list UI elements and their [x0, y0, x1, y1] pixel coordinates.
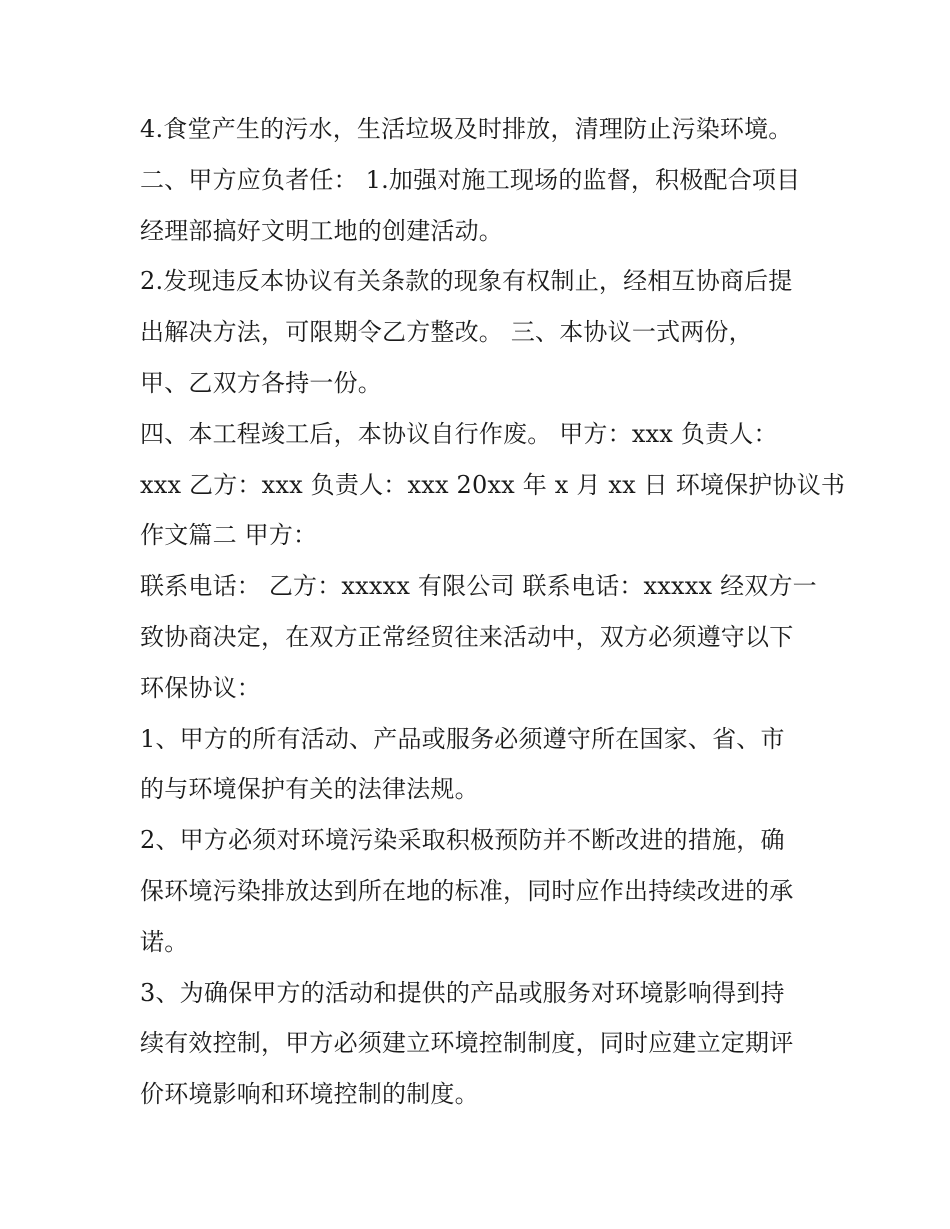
text-line: 诺。 — [140, 927, 189, 956]
text-line: 的与环境保护有关的法律法规。 — [140, 775, 479, 804]
text-line: 4.食堂产生的污水，生活垃圾及时排放，清理防止污染环境。 — [140, 115, 793, 143]
text-line: 致协商决定，在双方正常经贸往来活动中，双方必须遵守以下 — [140, 622, 794, 651]
text-line: 出解决方法，可限期令乙方整改。 三、本协议一式两份， — [140, 318, 753, 347]
text-line: 四、本工程竣工后，本协议自行作废。 甲方：xxx 负责人： — [140, 419, 778, 448]
text-line: xxx 乙方：xxx 负责人：xxx 20xx 年 x 月 xx 日 环境保护协议书 — [140, 470, 846, 499]
text-line: 价环境影响和环境控制的制度。 — [140, 1080, 479, 1109]
text-line: 保环境污染排放达到所在地的标准，同时应作出持续改进的承 — [140, 876, 794, 905]
text-line: 续有效控制，甲方必须建立环境控制制度，同时应建立定期评 — [140, 1029, 794, 1058]
text-line: 2、甲方必须对环境污染采取积极预防并不断改进的措施，确 — [140, 826, 785, 855]
text-line: 甲、乙双方各持一份。 — [140, 368, 382, 397]
text-line: 2.发现违反本协议有关条款的现象有权制止，经相互协商后提 — [140, 267, 793, 296]
text-line: 作文篇二 甲方： — [140, 521, 318, 550]
text-line: 经理部搞好文明工地的创建活动。 — [140, 216, 503, 245]
document-body — [140, 104, 846, 1120]
text-line: 二、甲方应负者任： 1.加强对施工现场的监督，积极配合项目 — [140, 165, 801, 194]
text-line: 1、甲方的所有活动、产品或服务必须遵守所在国家、省、市 — [140, 724, 785, 753]
text-line: 环保协议： — [140, 673, 261, 702]
text-line: 3、为确保甲方的活动和提供的产品或服务对环境影响得到持 — [140, 978, 785, 1007]
text-line: 联系电话： 乙方：xxxxx 有限公司 联系电话：xxxxx 经双方一 — [140, 572, 817, 601]
